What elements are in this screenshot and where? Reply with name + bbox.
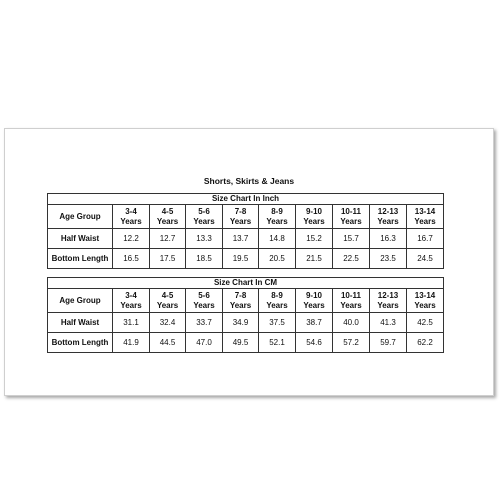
half-waist-value: 13.7 <box>223 229 259 249</box>
bottom-length-value: 59.7 <box>370 333 407 353</box>
age-column-header <box>150 289 186 313</box>
bottom-length-value: 23.5 <box>370 249 407 269</box>
bottom-length-value: 57.2 <box>333 333 370 353</box>
size-chart-inch-table <box>47 193 444 269</box>
bottom-length-row <box>48 333 444 353</box>
half-waist-value: 40.0 <box>333 313 370 333</box>
age-range: 12-13 <box>377 206 399 216</box>
age-unit: Years <box>266 300 288 310</box>
half-waist-label: Half Waist <box>48 313 113 333</box>
age-range: 3-4 <box>125 206 137 216</box>
age-column-header <box>407 289 444 313</box>
age-column-header <box>113 289 150 313</box>
half-waist-row <box>48 229 444 249</box>
bottom-length-value: 41.9 <box>113 333 150 353</box>
bottom-length-value: 20.5 <box>259 249 296 269</box>
age-group-row <box>48 205 444 229</box>
bottom-length-value: 22.5 <box>333 249 370 269</box>
age-unit: Years <box>303 216 325 226</box>
half-waist-value: 15.2 <box>296 229 333 249</box>
half-waist-value: 14.8 <box>259 229 296 249</box>
half-waist-value: 31.1 <box>113 313 150 333</box>
age-column-header <box>333 289 370 313</box>
age-range: 10-11 <box>340 290 362 300</box>
age-unit: Years <box>340 300 362 310</box>
bottom-length-label: Bottom Length <box>48 249 113 269</box>
bottom-length-value: 54.6 <box>296 333 333 353</box>
age-group-label: Age Group <box>48 289 113 313</box>
age-range: 9-10 <box>305 290 322 300</box>
half-waist-value: 16.3 <box>370 229 407 249</box>
age-unit: Years <box>193 300 215 310</box>
age-column-header <box>407 205 444 229</box>
age-unit: Years <box>414 216 436 226</box>
age-range: 8-9 <box>271 290 283 300</box>
half-waist-value: 32.4 <box>150 313 186 333</box>
size-chart-cm-table <box>47 277 444 353</box>
age-unit: Years <box>266 216 288 226</box>
age-column-header <box>259 205 296 229</box>
bottom-length-value: 44.5 <box>150 333 186 353</box>
age-range: 7-8 <box>234 206 247 216</box>
bottom-length-value: 47.0 <box>186 333 223 353</box>
bottom-length-value: 16.5 <box>113 249 150 269</box>
age-range: 13-14 <box>414 290 436 300</box>
age-group-row <box>48 289 444 313</box>
half-waist-value: 33.7 <box>186 313 223 333</box>
age-column-header <box>186 205 223 229</box>
half-waist-row <box>48 313 444 333</box>
age-column-header <box>296 289 333 313</box>
age-column-header <box>259 289 296 313</box>
age-unit: Years <box>303 300 325 310</box>
age-column-header <box>186 289 223 313</box>
age-group-label: Age Group <box>48 205 113 229</box>
age-range: 9-10 <box>305 206 322 216</box>
bottom-length-value: 62.2 <box>407 333 444 353</box>
half-waist-label: Half Waist <box>48 229 113 249</box>
half-waist-value: 13.3 <box>186 229 223 249</box>
bottom-length-value: 24.5 <box>407 249 444 269</box>
age-column-header <box>370 289 407 313</box>
age-unit: Years <box>229 216 252 226</box>
age-column-header <box>113 205 150 229</box>
half-waist-value: 41.3 <box>370 313 407 333</box>
bottom-length-value: 21.5 <box>296 249 333 269</box>
age-unit: Years <box>414 300 436 310</box>
age-range: 4-5 <box>161 290 174 300</box>
age-range: 3-4 <box>125 290 137 300</box>
document-title: Shorts, Skirts & Jeans <box>203 176 295 186</box>
age-range: 10-11 <box>340 206 362 216</box>
age-unit: Years <box>377 300 399 310</box>
age-unit: Years <box>340 216 362 226</box>
bottom-length-row <box>48 249 444 269</box>
age-range: 7-8 <box>234 290 247 300</box>
bottom-length-value: 19.5 <box>223 249 259 269</box>
half-waist-value: 42.5 <box>407 313 444 333</box>
age-unit: Years <box>156 216 179 226</box>
age-column-header <box>223 289 259 313</box>
age-unit: Years <box>120 300 142 310</box>
age-unit: Years <box>156 300 179 310</box>
half-waist-value: 12.2 <box>113 229 150 249</box>
age-unit: Years <box>229 300 252 310</box>
half-waist-value: 16.7 <box>407 229 444 249</box>
bottom-length-value: 17.5 <box>150 249 186 269</box>
size-chart-sheet <box>4 128 494 396</box>
bottom-length-value: 18.5 <box>186 249 223 269</box>
half-waist-value: 34.9 <box>223 313 259 333</box>
age-range: 4-5 <box>161 206 174 216</box>
half-waist-value: 37.5 <box>259 313 296 333</box>
age-range: 5-6 <box>198 290 210 300</box>
age-column-header <box>150 205 186 229</box>
half-waist-value: 38.7 <box>296 313 333 333</box>
age-range: 5-6 <box>198 206 210 216</box>
age-unit: Years <box>377 216 399 226</box>
half-waist-value: 12.7 <box>150 229 186 249</box>
age-range: 8-9 <box>271 206 283 216</box>
age-column-header <box>296 205 333 229</box>
age-column-header <box>333 205 370 229</box>
bottom-length-value: 49.5 <box>223 333 259 353</box>
table-caption: Size Chart In CM <box>48 278 444 289</box>
bottom-length-label: Bottom Length <box>48 333 113 353</box>
age-unit: Years <box>120 216 142 226</box>
age-column-header <box>370 205 407 229</box>
bottom-length-value: 52.1 <box>259 333 296 353</box>
age-range: 13-14 <box>414 206 436 216</box>
half-waist-value: 15.7 <box>333 229 370 249</box>
age-range: 12-13 <box>377 290 399 300</box>
age-unit: Years <box>193 216 215 226</box>
age-column-header <box>223 205 259 229</box>
table-caption: Size Chart In Inch <box>48 194 444 205</box>
